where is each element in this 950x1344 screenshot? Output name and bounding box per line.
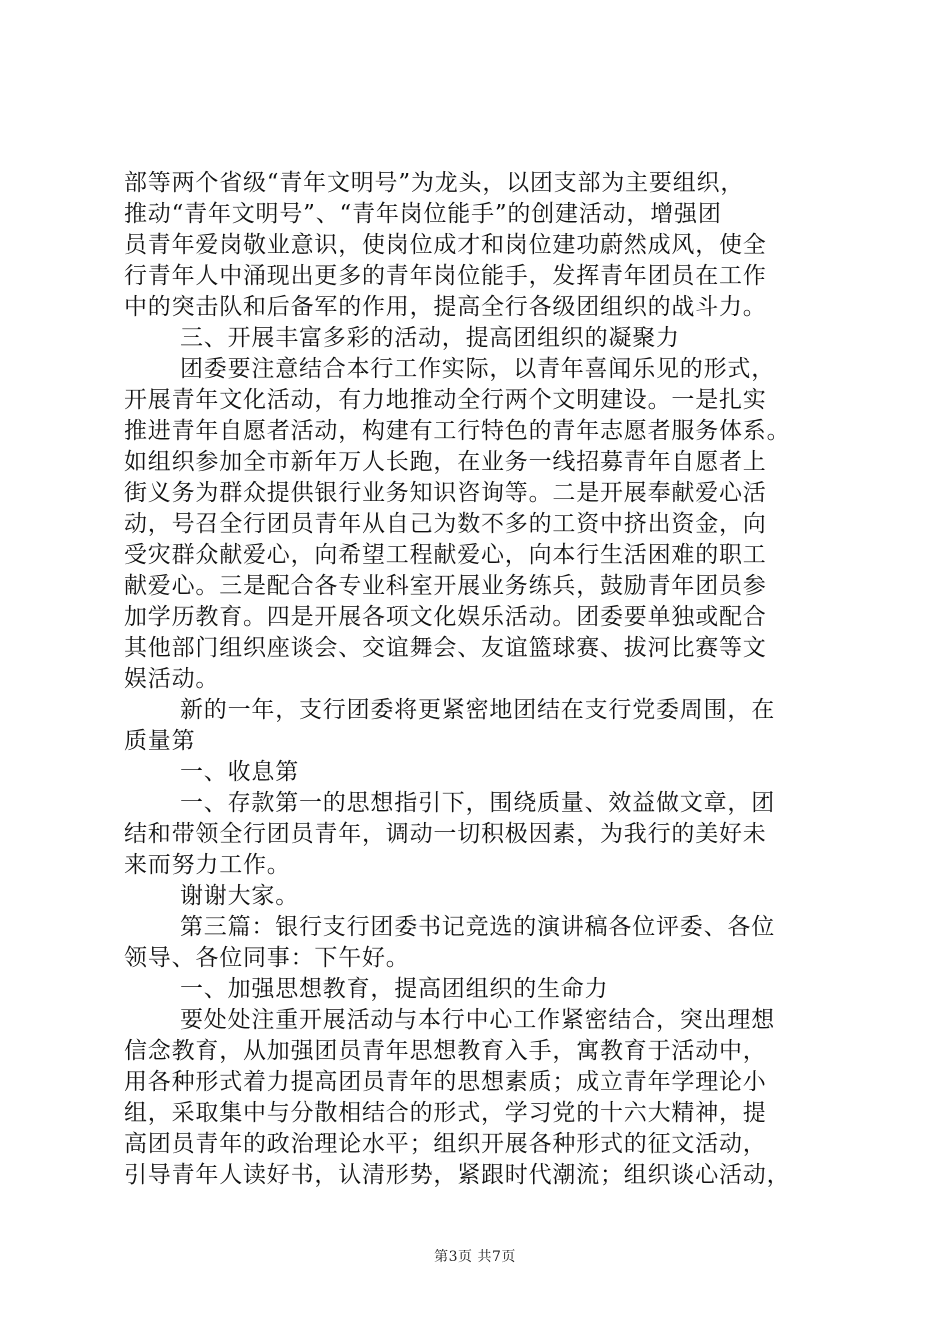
- section-heading: 三、开展丰富多彩的活动，提高团组织的凝聚力: [180, 325, 680, 351]
- text-line: 中的突击队和后备军的作用，提高全行各级团组织的战斗力。: [124, 294, 767, 320]
- text-line: 组，采取集中与分散相结合的形式，学习党的十六大精神，提: [124, 1100, 767, 1126]
- text-line: 谢谢大家。: [180, 883, 299, 909]
- text-line: 引导青年人读好书，认清形势，紧跟时代潮流；组织谈心活动，: [124, 1162, 791, 1188]
- text-line: 一、存款第一的思想指引下，围绕质量、效益做文章，团: [180, 790, 775, 816]
- text-line: 行青年人中涌现出更多的青年岗位能手，发挥青年团员在工作: [124, 263, 767, 289]
- text-line: 新的一年，支行团委将更紧密地团结在支行党委周围，在: [180, 697, 775, 723]
- text-line: 推进青年自愿者活动，构建有工行特色的青年志愿者服务体系。: [124, 418, 791, 444]
- text-line: 加学历教育。四是开展各项文化娱乐活动。团委要单独或配合: [124, 604, 767, 630]
- text-line: 高团员青年的政治理论水平；组织开展各种形式的征文活动，: [124, 1131, 767, 1157]
- text-line: 娱活动。: [124, 666, 220, 692]
- document-body: [124, 168, 844, 1191]
- text-line: 献爱心。三是配合各专业科室开展业务练兵，鼓励青年团员参: [124, 573, 767, 599]
- text-line: 质量第: [124, 728, 196, 754]
- text-line: 街义务为群众提供银行业务知识咨询等。二是开展奉献爱心活: [124, 480, 767, 506]
- text-line: 如组织参加全市新年万人长跑，在业务一线招募青年自愿者上: [124, 449, 767, 475]
- text-line: 一、收息第: [180, 759, 299, 785]
- text-line: 来而努力工作。: [124, 852, 291, 878]
- text-line: 动，号召全行团员青年从自己为数不多的工资中挤出资金，向: [124, 511, 767, 537]
- text-line: 领导、各位同事：下午好。: [124, 945, 410, 971]
- text-line: 信念教育，从加强团员青年思想教育入手，寓教育于活动中，: [124, 1038, 767, 1064]
- section-heading: 一、加强思想教育，提高团组织的生命力: [180, 976, 609, 1002]
- text-line: 要处处注重开展活动与本行中心工作紧密结合，突出理想: [180, 1007, 775, 1033]
- text-line: 团委要注意结合本行工作实际，以青年喜闻乐见的形式，: [180, 356, 775, 382]
- text-line: 用各种形式着力提高团员青年的思想素质；成立青年学理论小: [124, 1069, 767, 1095]
- page-number-footer: 第3页 共7页: [434, 1249, 516, 1265]
- text-line: 开展青年文化活动，有力地推动全行两个文明建设。一是扎实: [124, 387, 767, 413]
- text-line: 其他部门组织座谈会、交谊舞会、友谊篮球赛、拔河比赛等文: [124, 635, 767, 661]
- text-line: 受灾群众献爱心，向希望工程献爱心，向本行生活困难的职工: [124, 542, 767, 568]
- text-line: 结和带领全行团员青年，调动一切积极因素，为我行的美好未: [124, 821, 767, 847]
- section-heading: 第三篇：银行支行团委书记竞选的演讲稿各位评委、各位: [180, 914, 775, 940]
- text-line: 推动“青年文明号”、“青年岗位能手”的创建活动，增强团: [124, 201, 722, 227]
- text-line: 部等两个省级“青年文明号”为龙头，以团支部为主要组织，: [124, 170, 745, 196]
- text-line: 员青年爱岗敬业意识，使岗位成才和岗位建功蔚然成风，使全: [124, 232, 767, 258]
